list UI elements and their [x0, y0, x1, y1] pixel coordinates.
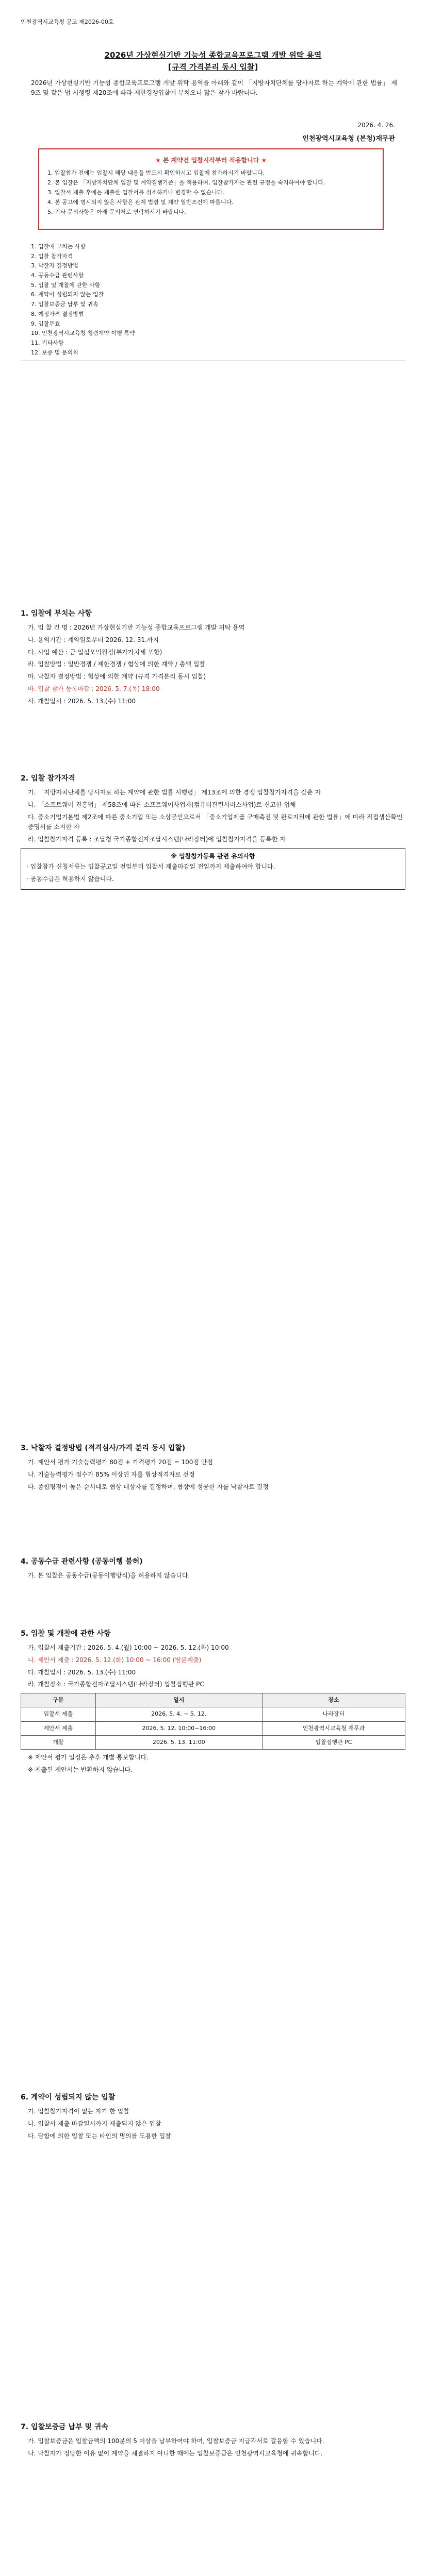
toc-item[interactable]: 10. 인천광역시교육청 청렴계약 이행 특약: [31, 330, 135, 337]
section-line: 나. 입찰서 제출 마감일시까지 제출되지 않은 입찰: [28, 2120, 161, 2127]
section-title: 2. 입찰 참가자격: [21, 774, 75, 783]
section-line: 사. 개찰일시 : 2026. 5. 13.(수) 11:00: [28, 697, 136, 705]
section-title: 1. 입찰에 부치는 사항: [21, 609, 92, 618]
section-3: [21, 1443, 405, 1494]
schedule-table: [21, 1693, 405, 1750]
toc-item[interactable]: 4. 공동수급 관련사항: [31, 272, 84, 279]
table-row: [21, 1721, 405, 1735]
table-cell: 개찰: [21, 1735, 96, 1749]
table-cell: 나라장터: [262, 1707, 405, 1721]
table-cell: 2026. 5. 13. 11:00: [95, 1735, 262, 1749]
section-line: 가. 입찰참가자격이 없는 자가 한 입찰: [28, 2108, 129, 2115]
section-line: 나. 용역기간 : 계약일로부터 2026. 12. 31.까지: [28, 636, 159, 643]
document-title: [21, 49, 405, 73]
toc-item[interactable]: 6. 계약이 성립되지 않는 입찰: [31, 291, 104, 298]
table-header-row: [21, 1693, 405, 1707]
section-5: [21, 1628, 405, 1777]
callout-title: ※ 입찰참가등록 관련 유의사항: [171, 853, 255, 860]
section-line: 라. 입찰방법 : 일반경쟁 / 제한경쟁 / 협상에 의한 계약 / 총액 입찰: [28, 660, 205, 668]
section-note: ※ 제안서 평가 일정은 추후 개별 통보합니다.: [28, 1753, 149, 1761]
notice-box-item: 4. 본 공고에 명시되지 않은 사항은 관계 법령 및 계약 일반조건에 따릅니다.: [55, 198, 371, 207]
section-2: [21, 773, 405, 894]
intro-paragraph: 2026년 가상현실기반 기능성 종합교육프로그램 개발 위탁 용역을 아래와 같이 「지방자치단체를 당사자로 하는 계약에 관한 법률」 제9조 및 같은 법 시행령 제20조에 따라 제한경쟁입찰에 부치오니 많은 참가 바랍니다.: [31, 79, 397, 97]
table-header-cell: 장소: [262, 1693, 405, 1707]
section-1: [21, 608, 405, 709]
section-title: 7. 입찰보증금 납부 및 귀속: [21, 2423, 108, 2431]
section-title: 5. 입찰 및 개찰에 관한 사항: [21, 1630, 111, 1638]
section-6: [21, 2092, 405, 2143]
title-line-2: [규격 가격분리 동시 입찰]: [168, 62, 258, 72]
callout-line: · 공동수급은 허용하지 않습니다.: [26, 875, 114, 883]
section-line: 나. 「소프트웨어 진흥법」 제58조에 따른 소프트웨어사업자(컴퓨터관련서비스사업)로 신고한 업체: [28, 801, 296, 808]
toc-item[interactable]: 7. 입찰보증금 납부 및 귀속: [31, 301, 99, 308]
section-line: 다. 담합에 의한 입찰 또는 타인의 명의를 도용한 입찰: [28, 2132, 171, 2140]
issuing-organization: 인천광역시교육청 (본청)재무관: [302, 135, 395, 143]
table-row: [21, 1735, 405, 1749]
toc-item[interactable]: 8. 예정가격 결정방법: [31, 310, 84, 317]
section-title: 4. 공동수급 관련사항 (공동이행 불허): [21, 1557, 143, 1566]
toc-item[interactable]: 2. 입찰 참가자격: [31, 252, 73, 260]
toc-item[interactable]: 9. 입찰무효: [31, 320, 60, 327]
title-line-1: 2026년 가상현실기반 기능성 종합교육프로그램 개발 위탁 용역: [104, 50, 322, 60]
table-row: [21, 1707, 405, 1721]
notice-box-title: ★ 본 계약건 입찰시작부터 적용합니다 ★: [155, 157, 267, 164]
section-line: 다. 중소기업기본법 제2조에 따른 중소기업 또는 소상공인으로서 「중소기업제품 구매촉진 및 판로지원에 관한 법률」에 따라 직접생산확인증명서를 소지한 자: [28, 813, 403, 831]
table-cell: 입찰집행관 PC: [262, 1735, 405, 1749]
notice-callout-box: [21, 848, 405, 890]
toc-item[interactable]: 12. 보증 및 문의처: [31, 349, 78, 356]
toc-item[interactable]: 3. 낙찰자 결정방법: [31, 262, 78, 269]
section-line: 라. 입찰참가자격 등록 : 조달청 국가종합전자조달시스템(나라장터)에 입찰참가자격을 등록한 자: [28, 836, 286, 843]
notice-number: 인천광역시교육청 공고 제2026-00호: [21, 19, 114, 25]
notice-box-item: 1. 입찰참가 전에는 입찰시 해당 내용을 반드시 확인하시고 입찰에 참가하시기 바랍니다.: [55, 168, 371, 177]
toc-item[interactable]: 11. 기타사항: [31, 339, 64, 346]
notice-box: [38, 148, 384, 230]
section-title: 3. 낙찰자 결정방법 (적격심사/가격 분리 동시 입찰): [21, 1444, 186, 1452]
table-cell: 인천광역시교육청 재무과: [262, 1721, 405, 1735]
section-line: 바. 입찰 참가 등록마감 : 2026. 5. 7.(목) 18:00: [28, 685, 160, 693]
section-note: ※ 제출된 제안서는 반환하지 않습니다.: [28, 1766, 133, 1773]
table-cell: 제안서 제출: [21, 1721, 96, 1735]
notice-box-item: 5. 기타 문의사항은 아래 문의처로 연락하시기 바랍니다.: [55, 208, 371, 216]
section-line: 라. 개찰장소 : 국가종합전자조달시스템(나라장터) 입찰집행관 PC: [28, 1681, 204, 1688]
section-line: 마. 낙찰자 결정방법 : 협상에 의한 계약 (규격 가격분리 동시 입찰): [28, 673, 206, 681]
section-line: 나. 낙찰자가 정당한 이유 없이 계약을 체결하지 아니한 때에는 입찰보증금은 인천광역시교육청에 귀속합니다.: [28, 2449, 323, 2457]
notice-box-item: 3. 입찰서 제출 후에는 제출한 입찰서를 취소하거나 변경할 수 없습니다.: [55, 188, 371, 197]
notice-box-list: [55, 168, 371, 216]
toc-item[interactable]: 5. 입찰 및 개찰에 관한 사항: [31, 281, 101, 289]
notice-box-item: 2. 본 입찰은 「지방자치단체 입찰 및 계약집행기준」을 적용하며, 입찰참가자는 관련 규정을 숙지하여야 합니다.: [55, 178, 371, 187]
section-line: 가. 「지방자치단체를 당사자로 하는 계약에 관한 법률 시행령」 제13조에 의한 경쟁 입찰참가자격을 갖춘 자: [28, 789, 321, 796]
section-line: 나. 기술능력평가 점수가 85% 이상인 자를 협상적격자로 선정: [28, 1470, 195, 1478]
section-line: 나. 제안서 제출 : 2026. 5. 12.(화) 10:00 ~ 16:00 (방문제출): [28, 1656, 202, 1664]
section-line: 가. 본 입찰은 공동수급(공동이행방식)을 허용하지 않습니다.: [28, 1572, 190, 1580]
section-title: 6. 계약이 성립되지 않는 입찰: [21, 2093, 116, 2102]
section-line: 다. 종합평점이 높은 순서대로 협상 대상자를 결정하며, 협상에 성공한 자를 낙찰자로 결정: [28, 1483, 269, 1490]
section-7: [21, 2421, 405, 2461]
section-line: 가. 입찰서 제출기간 : 2026. 5. 4.(월) 10:00 ~ 2026. 5. 12.(화) 10:00: [28, 1644, 229, 1652]
table-header-cell: 일시: [95, 1693, 262, 1707]
table-header-cell: 구분: [21, 1693, 96, 1707]
section-line: 다. 사업 예산 : 금 일십오억원정(부가가치세 포함): [28, 648, 162, 656]
section-line: 가. 입 찰 건 명 : 2026년 가상현실기반 기능성 종합교육프로그램 개발 위탁 용역: [28, 624, 245, 632]
section-4: [21, 1556, 405, 1583]
notice-date: 2026. 4. 26.: [357, 122, 395, 129]
section-line: 다. 개찰일시 : 2026. 5. 13.(수) 11:00: [28, 1668, 136, 1676]
section-line: 가. 제안서 평가 기술능력평가 80점 + 가격평가 20점 = 100점 만점: [28, 1459, 213, 1466]
table-of-contents: [31, 242, 135, 358]
callout-line: · 입찰참가 신청서류는 입찰공고일 전일부터 입찰서 제출마감일 전일까지 제출하여야 합니다.: [26, 862, 275, 870]
section-line: 가. 입찰보증금은 입찰금액의 100분의 5 이상을 납부하여야 하며, 입찰보증금 지급각서로 갈음할 수 있습니다.: [28, 2437, 324, 2445]
toc-item[interactable]: 1. 입찰에 부치는 사항: [31, 243, 86, 250]
table-cell: 입찰서 제출: [21, 1707, 96, 1721]
table-cell: 2026. 5. 12. 10:00~16:00: [95, 1721, 262, 1735]
table-cell: 2026. 5. 4. ~ 5. 12.: [95, 1707, 262, 1721]
